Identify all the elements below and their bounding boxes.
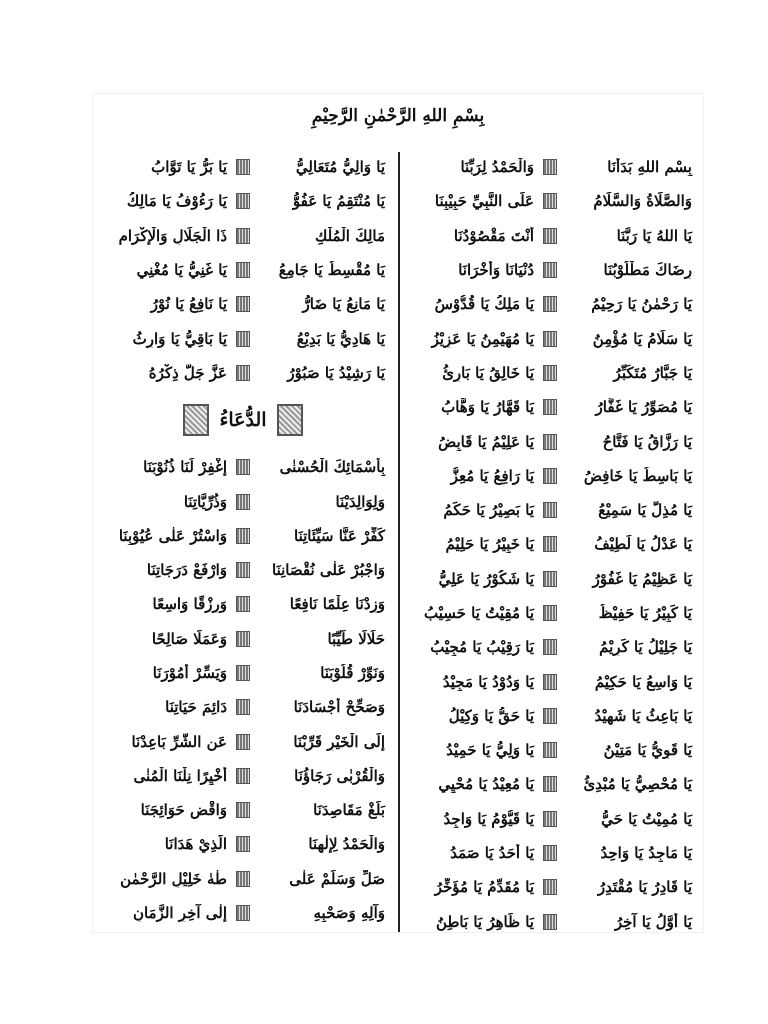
verse-separator-icon bbox=[237, 563, 249, 577]
verse-first-half: يَا عَظِيْمُ يَا غَفُوْرُ bbox=[592, 569, 692, 588]
verse-second-half: يَا رَقِيْبُ يَا مُجِيْبُ bbox=[430, 638, 534, 657]
verse-first-half: يَا عَدْلُ يَا لَطِيْفُ bbox=[594, 535, 692, 554]
verse-second-half: يَا نَافِعُ يَا نُوْرُ bbox=[150, 295, 227, 314]
verse-first-half: بَلِّغْ مَقَاصِدَنَا bbox=[313, 801, 385, 820]
verse-line bbox=[93, 219, 393, 253]
verse-first-half: يَا رَزَّاقُ يَا فَتَّاحُ bbox=[602, 432, 692, 451]
verse-separator-icon bbox=[237, 160, 249, 174]
verse-line bbox=[400, 356, 700, 390]
verse-separator-icon bbox=[544, 537, 556, 551]
verse-first-half: يَا اللهُ يَا رَبَّنَا bbox=[616, 226, 692, 245]
verse-separator-icon bbox=[237, 769, 249, 783]
verse-first-half: بِسْمِ اللهِ بَدَأْنَا bbox=[607, 158, 692, 177]
verse-line bbox=[400, 424, 700, 458]
verse-second-half: يَا وَدُوْدُ يَا مَجِيْدُ bbox=[442, 672, 534, 691]
verse-first-half: يَا جَلِيْلُ يَا كَرِيْمُ bbox=[599, 638, 692, 657]
verse-second-half: يَا غَنِيُّ يَا مُغْنِي bbox=[136, 261, 227, 280]
verse-line bbox=[400, 767, 700, 801]
verse-separator-icon bbox=[237, 906, 249, 920]
verse-line bbox=[400, 219, 700, 253]
verse-line bbox=[400, 321, 700, 355]
verse-separator-icon bbox=[237, 460, 249, 474]
verse-separator-icon bbox=[237, 872, 249, 886]
verse-separator-icon bbox=[544, 572, 556, 586]
verse-line bbox=[400, 630, 700, 664]
verse-line bbox=[400, 527, 700, 561]
verse-second-half: يَا رَءُوْفُ يَا مَالِكُ bbox=[126, 192, 227, 211]
verse-first-half: يَا مُمِيْتُ يَا حَيُّ bbox=[601, 809, 692, 828]
verse-separator-icon bbox=[544, 846, 556, 860]
verse-line bbox=[400, 493, 700, 527]
verse-first-half: يَا وَاسِعُ يَا حَكِيْمُ bbox=[594, 672, 692, 691]
verse-line bbox=[400, 905, 700, 939]
verse-separator-icon bbox=[544, 503, 556, 517]
verse-line bbox=[400, 596, 700, 630]
verse-separator-icon bbox=[237, 735, 249, 749]
verse-separator-icon bbox=[237, 632, 249, 646]
verse-first-half: وَنَوِّرْ قُلُوْبَنَا bbox=[320, 664, 385, 682]
verse-line bbox=[400, 664, 700, 698]
verse-first-half: وَزِدْنَا عِلْمًا نَافِعًا bbox=[289, 595, 385, 614]
verse-line bbox=[93, 321, 393, 355]
verse-line bbox=[400, 836, 700, 870]
verse-second-half: دُنْيَانَا وَأُخْرَانَا bbox=[458, 261, 534, 280]
verse-second-half: ذَا الْجَلَالِ وَالْإِكْرَامِ bbox=[118, 226, 227, 245]
verse-first-half: يَا مُصَوِّرُ يَا غَفَّارُ bbox=[595, 398, 692, 417]
verse-line bbox=[93, 827, 393, 861]
verse-separator-icon bbox=[544, 640, 556, 654]
verse-second-half: وَارْفَعْ دَرَجَاتِنَا bbox=[146, 561, 227, 580]
verse-line bbox=[93, 519, 393, 553]
verse-first-half: يَا بَاسِطُ يَا خَافِضُ bbox=[583, 466, 692, 485]
verse-second-half: وَرِزْقًا وَاسِعًا bbox=[152, 595, 227, 614]
ornament-icon bbox=[183, 404, 209, 436]
verse-separator-icon bbox=[544, 777, 556, 791]
verse-first-half: وَصَحِّحْ أَجْسَادَنَا bbox=[293, 698, 385, 717]
verse-first-half: مَالِكَ الْمُلْكِ bbox=[314, 226, 385, 245]
verse-line bbox=[93, 287, 393, 321]
verse-first-half: بِأَسْمَائِكَ الْحُسْنٰى bbox=[279, 458, 385, 477]
verse-first-half: يَا مَانِعُ يَا ضَارُّ bbox=[302, 295, 385, 314]
verse-first-half: يَا رَحْمٰنُ يَا رَحِيْمُ bbox=[591, 295, 692, 314]
verse-line bbox=[400, 802, 700, 836]
verse-line bbox=[93, 184, 393, 218]
verse-first-half: يَا مُنْتَقِمُ يَا عَفُوُّ bbox=[292, 192, 385, 211]
verse-separator-icon bbox=[544, 709, 556, 723]
verse-first-half: يَا مُقْسِطُ يَا جَامِعُ bbox=[278, 261, 385, 280]
verse-second-half: يَا عَلِيْمُ يَا قَابِضُ bbox=[438, 432, 534, 451]
verse-separator-icon bbox=[544, 812, 556, 826]
document-page bbox=[93, 94, 703, 932]
verse-first-half: إِلَى الْخَيْرِ قَرِّبْنَا bbox=[293, 732, 385, 751]
verse-line bbox=[93, 450, 393, 484]
verse-line bbox=[93, 253, 393, 287]
verse-first-half: يَا قَوِيُّ يَا مَتِيْنُ bbox=[603, 741, 692, 760]
verse-first-half: يَا مُذِلُّ يَا سَمِيْعُ bbox=[598, 501, 692, 520]
verse-line bbox=[400, 459, 700, 493]
verse-separator-icon bbox=[544, 229, 556, 243]
verse-second-half: أَخْيِرًا نِلْنَا الْمُنٰى bbox=[133, 766, 227, 785]
verse-line bbox=[93, 759, 393, 793]
verse-line bbox=[400, 870, 700, 904]
verse-second-half: إِغْفِرْ لَنَا ذُنُوْبَنَا bbox=[143, 458, 227, 477]
verse-separator-icon bbox=[544, 915, 556, 929]
verse-line bbox=[93, 862, 393, 896]
verse-second-half: يَا خَالِقُ يَا بَارِئُ bbox=[442, 363, 534, 382]
verse-first-half: يَا أَوَّلُ يَا آخِرُ bbox=[614, 912, 692, 931]
verse-line bbox=[400, 253, 700, 287]
verse-second-half: دَائِمَ حَيَاتِنَا bbox=[165, 698, 227, 717]
verse-separator-icon bbox=[237, 194, 249, 208]
verse-second-half: يَا مُعِيْدُ يَا مُحْيِي bbox=[438, 775, 534, 794]
verse-separator-icon bbox=[544, 297, 556, 311]
verse-second-half: وَاسْتُرْ عَلٰى عُيُوْبِنَا bbox=[118, 526, 227, 545]
verse-second-half: وَالْحَمْدُ لِرَبِّنَا bbox=[460, 158, 534, 177]
verse-line bbox=[93, 150, 393, 184]
verse-separator-icon bbox=[544, 880, 556, 894]
verse-first-half: وَالصَّلَاةُ وَالسَّلَامُ bbox=[593, 192, 692, 211]
verse-second-half: يَا أَحَدُ يَا صَمَدُ bbox=[450, 844, 534, 863]
verse-second-half: يَا حَقُّ يَا وَكِيْلُ bbox=[448, 706, 534, 725]
verse-separator-icon bbox=[544, 435, 556, 449]
verse-line bbox=[400, 150, 700, 184]
verse-line bbox=[93, 484, 393, 518]
verse-separator-icon bbox=[237, 529, 249, 543]
verse-first-half: يَا هَادِيُّ يَا بَدِيْعُ bbox=[296, 329, 385, 348]
verse-separator-icon bbox=[237, 263, 249, 277]
verse-second-half: وَيَسِّرْ أُمُوْرَنَا bbox=[152, 664, 227, 682]
verse-first-half: وَالْحَمْدُ لِإِلٰهِنَا bbox=[308, 835, 385, 854]
verse-line bbox=[93, 724, 393, 758]
page-title: بِسْمِ اللهِ الرَّحْمٰنِ الرَّحِيْمِ bbox=[311, 106, 485, 126]
verse-separator-icon bbox=[237, 366, 249, 380]
verse-first-half: رِضَاكَ مَطْلُوْبُنَا bbox=[603, 261, 692, 280]
verse-separator-icon bbox=[237, 700, 249, 714]
verse-line bbox=[93, 587, 393, 621]
verse-second-half: الَّذِيْ هَدَانَا bbox=[164, 835, 227, 854]
verse-line bbox=[400, 699, 700, 733]
verse-first-half: وَلِوَالِدَيْنَا bbox=[335, 492, 385, 511]
right-column bbox=[400, 150, 700, 939]
dua-heading-block bbox=[93, 390, 393, 450]
verse-separator-icon bbox=[544, 606, 556, 620]
verse-line bbox=[93, 622, 393, 656]
verse-second-half: يَا بَرُّ يَا تَوَّابُ bbox=[151, 158, 227, 177]
verse-second-half: وَاقْضِ حَوَائِجَنَا bbox=[140, 801, 227, 820]
verse-separator-icon bbox=[237, 229, 249, 243]
verse-separator-icon bbox=[544, 400, 556, 414]
verse-separator-icon bbox=[544, 675, 556, 689]
verse-first-half: يَا كَبِيْرُ يَا حَفِيْظُ bbox=[598, 604, 692, 622]
verse-first-half: يَا جَبَّارُ مُتَكَبِّرُ bbox=[613, 363, 692, 382]
verse-line bbox=[400, 184, 700, 218]
verse-second-half: طٰهٰ خَلِيْلِ الرَّحْمٰنِ bbox=[120, 869, 227, 888]
verse-separator-icon bbox=[237, 666, 249, 680]
verse-second-half: يَا مَلِكُ يَا قُدُّوْسُ bbox=[434, 295, 534, 314]
ornament-icon bbox=[277, 404, 303, 436]
verse-second-half: وَذُرِّيَّاتِنَا bbox=[183, 492, 227, 511]
verse-separator-icon bbox=[544, 160, 556, 174]
verse-separator-icon bbox=[544, 194, 556, 208]
verse-line bbox=[93, 793, 393, 827]
verse-first-half: كَفِّرْ عَنَّا سَيِّئَاتِنَا bbox=[294, 526, 385, 545]
verse-line bbox=[93, 553, 393, 587]
verse-line bbox=[400, 287, 700, 321]
verse-separator-icon bbox=[544, 469, 556, 483]
verse-second-half: يَا قَيُّوْمُ يَا وَاجِدُ bbox=[443, 809, 534, 828]
verse-second-half: يَا ظَاهِرُ يَا بَاطِنُ bbox=[436, 912, 534, 931]
verse-separator-icon bbox=[544, 743, 556, 757]
verse-separator-icon bbox=[544, 263, 556, 277]
verse-second-half: يَا مُهَيْمِنُ يَا عَزِيْزُ bbox=[431, 329, 534, 348]
verse-second-half: يَا بَصِيْرُ يَا حَكَمُ bbox=[443, 501, 534, 520]
verse-first-half: يَا رَشِيْدُ يَا صَبُوْرُ bbox=[287, 363, 385, 382]
verse-separator-icon bbox=[237, 332, 249, 346]
verse-separator-icon bbox=[237, 297, 249, 311]
verse-first-half: وَاجْبُرْ عَلٰى نُقْصَانِنَا bbox=[272, 561, 385, 580]
verse-separator-icon bbox=[237, 837, 249, 851]
verse-second-half: يَا وَلِيُّ يَا حَمِيْدُ bbox=[446, 741, 534, 760]
verse-second-half: إِلٰى آخِرِ الزَّمَانِ bbox=[132, 904, 227, 923]
verse-first-half: يَا مُحْصِيُّ يَا مُبْدِئُ bbox=[583, 775, 692, 794]
verse-line bbox=[93, 690, 393, 724]
verse-second-half: يَا مُقِيْتُ يَا حَسِيْبُ bbox=[424, 604, 534, 622]
verse-separator-icon bbox=[237, 597, 249, 611]
left-column bbox=[93, 150, 393, 930]
verse-line bbox=[93, 896, 393, 930]
verse-separator-icon bbox=[544, 366, 556, 380]
verse-second-half: يَا بَاقِيُّ يَا وَارِثُ bbox=[132, 329, 227, 348]
verse-line bbox=[400, 562, 700, 596]
verse-line bbox=[400, 733, 700, 767]
verse-first-half: وَالْقُرْبٰى رَجَاؤُنَا bbox=[294, 766, 385, 785]
verse-second-half: يَا قَهَّارُ يَا وَهَّابُ bbox=[441, 398, 534, 417]
verse-second-half: يَا رَافِعُ يَا مُعِزُّ bbox=[450, 466, 534, 485]
verse-first-half: وَآلِهِ وَصَحْبِهِ bbox=[313, 904, 385, 923]
verse-line bbox=[93, 356, 393, 390]
verse-separator-icon bbox=[237, 495, 249, 509]
verse-second-half: يَا مُقَدِّمُ يَا مُؤَخِّرُ bbox=[434, 878, 534, 897]
verse-second-half: يَا شَكُوْرُ يَا عَلِيُّ bbox=[438, 569, 534, 588]
verse-second-half: أَنْتَ مَقْصُوْدُنَا bbox=[453, 226, 534, 245]
verse-first-half: صَلِّ وَسَلِّمْ عَلٰى bbox=[289, 869, 385, 888]
verse-first-half: يَا بَاعِثُ يَا شَهِيْدُ bbox=[594, 706, 692, 725]
verse-second-half: عَزَّ جَلَّ ذِكْرُهُ bbox=[148, 363, 227, 382]
verse-separator-icon bbox=[237, 803, 249, 817]
verse-first-half: يَا مَاجِدُ يَا وَاحِدُ bbox=[600, 844, 692, 863]
verse-separator-icon bbox=[544, 332, 556, 346]
verse-first-half: يَا وَالِيُّ مُتَعَالِيُّ bbox=[295, 158, 385, 177]
dua-heading: الدُّعَاءُ bbox=[219, 409, 267, 432]
verse-line bbox=[400, 390, 700, 424]
verse-second-half: عَلَى النَّبِيِّ حَبِيْبِنَا bbox=[434, 192, 534, 211]
verse-second-half: وَعَمَلًا صَالِحًا bbox=[151, 629, 227, 648]
verse-line bbox=[93, 656, 393, 690]
verse-first-half: يَا سَلَامُ يَا مُؤْمِنُ bbox=[592, 329, 692, 348]
verse-first-half: حَلَالًا طَيِّبًا bbox=[327, 629, 385, 648]
verse-first-half: يَا قَادِرُ يَا مُقْتَدِرُ bbox=[597, 878, 692, 897]
verse-second-half: عَنِ الشَّرِّ بَاعِدْنَا bbox=[131, 732, 227, 751]
verse-second-half: يَا خَبِيْرُ يَا حَلِيْمُ bbox=[445, 535, 534, 554]
